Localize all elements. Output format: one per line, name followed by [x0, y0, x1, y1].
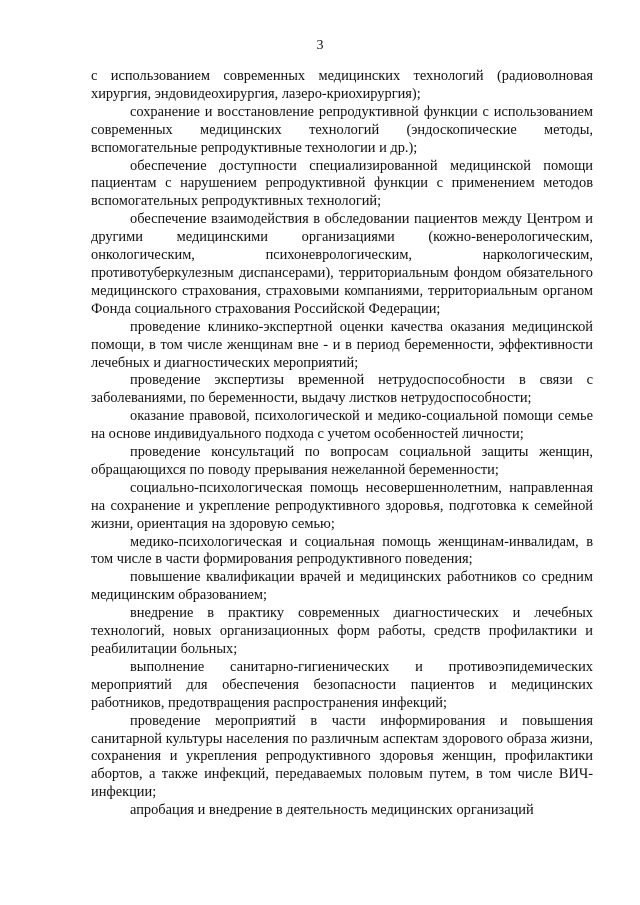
paragraph: проведение экспертизы временной нетрудоспособности в связи с заболеваниями, по беременности, выдачу листков нетрудоспособности; [91, 372, 593, 407]
paragraph: проведение консультаций по вопросам социальной защиты женщин, обращающихся по поводу прерывания нежеланной беременности; [91, 444, 593, 478]
paragraph: выполнение санитарно-гигиенических и противоэпидемических мероприятий для обеспечения безопасности пациентов и медицинских работников, предотвращения распространения инфекций; [91, 658, 593, 711]
paragraph: с использованием современных медицинских технологий (радиоволновая хирургия, эндовидеохирургия, лазеро-криохирургия); [91, 68, 593, 102]
paragraph: обеспечение взаимодействия в обследовании пациентов между Центром и другими медицинскими организациями (кожно-венерологическим, онкологическим, психоневрологическим, наркологическим, противотуберкулезным диспансерами), территориальным фондом обязательного медицинского страхования, страховыми компаниями, территориальным органом Фонда социального страхования Российской Федерации; [91, 211, 593, 317]
paragraph: обеспечение доступности специализированной медицинской помощи пациентам с нарушением репродуктивной функции с применением методов вспомогательных репродуктивных технологий; [91, 157, 593, 210]
paragraph: апробация и внедрение в деятельность медицинских организаций [130, 802, 534, 819]
paragraph: оказание правовой, психологической и медико-социальной помощи семье на основе индивидуального подхода с учетом особенностей личности; [91, 408, 593, 443]
paragraph: проведение мероприятий в части информирования и повышения санитарной культуры населения по различным аспектам здорового образа жизни, сохранения и укрепления репродуктивного здоровья женщин, профилактики абортов, а также инфекций, передаваемых половым путем, в том числе ВИЧ-инфекции; [91, 712, 593, 801]
paragraph: внедрение в практику современных диагностических и лечебных технологий, новых организационных форм работы, средств профилактики и реабилитации больных; [91, 605, 593, 657]
paragraph: проведение клинико-экспертной оценки качества оказания медицинской помощи, в том числе женщинам вне - и в период беременности, эффективности лечебных и диагностических мероприятий; [91, 318, 593, 371]
paragraph: социально-психологическая помощь несовершеннолетним, направленная на сохранение и укрепление репродуктивного здоровья, подготовка к семейной жизни, ориентация на здоровую семью; [91, 479, 593, 532]
paragraph: медико-психологическая и социальная помощь женщинам-инвалидам, в том числе в части формирования репродуктивного поведения; [91, 533, 593, 568]
paragraph: сохранение и восстановление репродуктивной функции с использованием современных медицинских технологий (эндоскопические методы, вспомогательные репродуктивные технологии и др.); [91, 103, 593, 156]
paragraph: повышение квалификации врачей и медицинских работников со средним медицинским образованием; [91, 569, 593, 604]
document-body [91, 68, 593, 820]
page-number: 3 [316, 38, 324, 53]
